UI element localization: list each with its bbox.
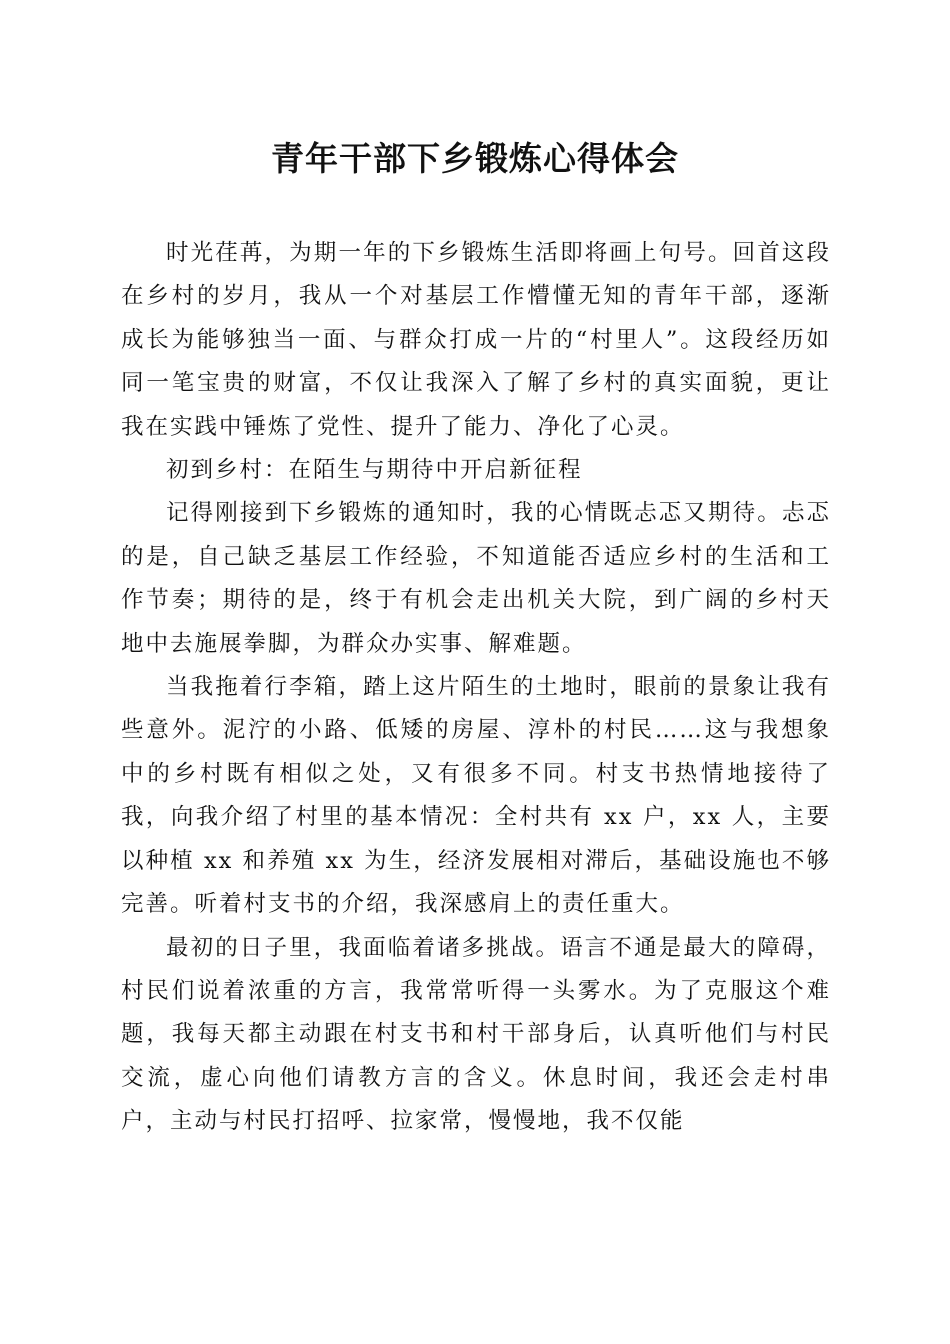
- paragraph: 记得刚接到下乡锻炼的通知时，我的心情既忐忑又期待。忐忑的是，自己缺乏基层工作经验，不知道能否适应乡村的生活和工作节奏；期待的是，终于有机会走出机关大院，到广阔的乡村天地中去施展拳脚，为群众办实事、解难题。: [121, 500, 831, 657]
- paragraph: 最初的日子里，我面临着诸多挑战。语言不通是最大的障碍，村民们说着浓重的方言，我常常听得一头雾水。为了克服这个难题，我每天都主动跟在村支书和村干部身后，认真听他们与村民交流，虚心向他们请教方言的含义。休息时间，我还会走村串户，主动与村民打招呼、拉家常，慢慢地，我不仅能: [121, 934, 831, 1135]
- document-body: [121, 232, 831, 1144]
- section-heading: 初到乡村：在陌生与期待中开启新征程: [166, 457, 583, 484]
- paragraph-intro: 时光荏苒，为期一年的下乡锻炼生活即将画上句号。回首这段在乡村的岁月，我从一个对基层工作懵懂无知的青年干部，逐渐成长为能够独当一面、与群众打成一片的“村里人”。这段经历如同一笔宝贵的财富，不仅让我深入了解了乡村的真实面貌，更让我在实践中锤炼了党性、提升了能力、净化了心灵。: [121, 240, 831, 440]
- paragraph: 当我拖着行李箱，踏上这片陌生的土地时，眼前的景象让我有些意外。泥泞的小路、低矮的房屋、淳朴的村民……这与我想象中的乡村既有相似之处，又有很多不同。村支书热情地接待了我，向我介绍了村里的基本情况：全村共有 xx 户，xx 人，主要以种植 xx 和养殖 xx 为生，经济发展相对滞后，基础设施也不够完善。听着村支书的介绍，我深感肩上的责任重大。: [121, 674, 831, 918]
- document-title: 青年干部下乡锻炼心得体会: [271, 139, 679, 178]
